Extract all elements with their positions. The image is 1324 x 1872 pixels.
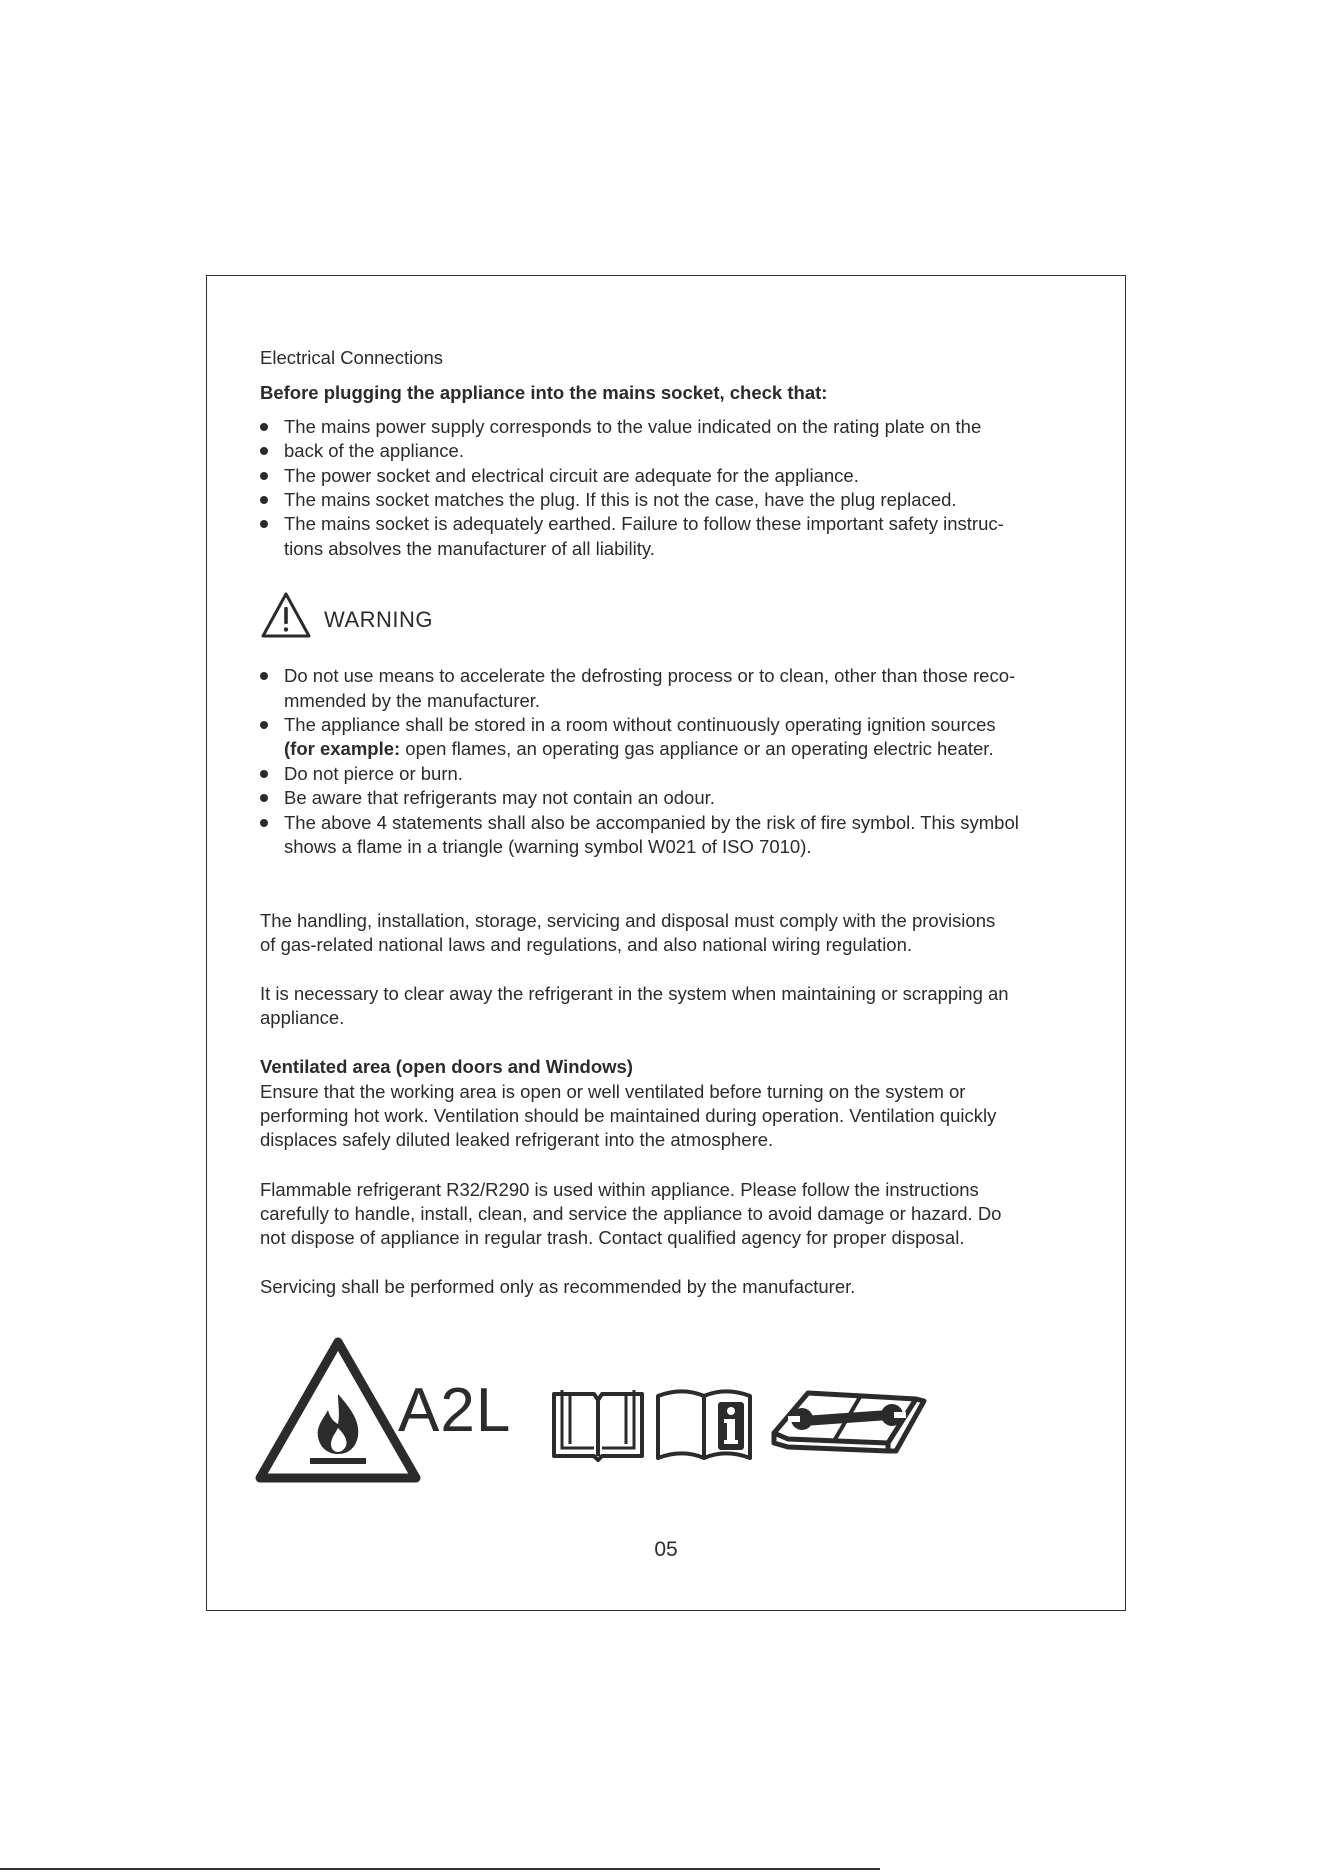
bullet-dot xyxy=(260,496,268,504)
section-title: Electrical Connections xyxy=(260,347,444,368)
flammable-text: Flammable refrigerant R32/R290 is used within appliance. Please follow the instructions xyxy=(260,1179,979,1200)
ventilated-text: displaces safely diluted leaked refrigerant into the atmosphere. xyxy=(260,1129,774,1150)
warning-item: Do not use means to accelerate the defrosting process or to clean, other than those reco- xyxy=(284,665,1016,686)
warning-item: The above 4 statements shall also be accompanied by the risk of fire symbol. This symbol xyxy=(284,812,1019,833)
warning-item: Do not pierce or burn. xyxy=(284,763,463,784)
flammable-text: not dispose of appliance in regular trash. Contact qualified agency for proper disposal. xyxy=(260,1227,965,1248)
open-book-icon xyxy=(550,1386,646,1462)
warning-item: The appliance shall be stored in a room without continuously operating ignition sources xyxy=(284,714,996,735)
ventilated-heading: Ventilated area (open doors and Windows) xyxy=(260,1056,633,1077)
example-text: open flames, an operating gas appliance or an operating electric heater. xyxy=(400,738,994,759)
bullet-dot xyxy=(260,472,268,480)
check-item: The mains power supply corresponds to the value indicated on the rating plate on the xyxy=(284,416,982,437)
flame-triangle-icon xyxy=(254,1336,422,1484)
handling-text: The handling, installation, storage, servicing and disposal must comply with the provisions xyxy=(260,910,996,931)
bullet-dot xyxy=(260,447,268,455)
warning-triangle-icon xyxy=(260,591,312,639)
page-frame xyxy=(206,275,1126,1611)
bullet-dot xyxy=(260,770,268,778)
a2l-label: A2L xyxy=(398,1376,512,1445)
warning-item-continued: shows a flame in a triangle (warning symbol W021 of ISO 7010). xyxy=(284,836,812,857)
clear-refrigerant-text: appliance. xyxy=(260,1007,345,1028)
bullet-dot xyxy=(260,672,268,680)
warning-item: Be aware that refrigerants may not contain an odour. xyxy=(284,787,715,808)
flammable-text: carefully to handle, install, clean, and service the appliance to avoid damage or hazard. Do xyxy=(260,1203,1002,1224)
clear-refrigerant-text: It is necessary to clear away the refrigerant in the system when maintaining or scrapping an xyxy=(260,983,1009,1004)
handling-text: of gas-related national laws and regulations, and also national wiring regulation. xyxy=(260,934,913,955)
bullet-dot xyxy=(260,819,268,827)
warning-item-continued xyxy=(284,737,994,761)
bullet-dot xyxy=(260,423,268,431)
servicing-text: Servicing shall be performed only as recommended by the manufacturer. xyxy=(260,1276,856,1297)
info-book-icon xyxy=(654,1386,758,1462)
bullet-dot xyxy=(260,520,268,528)
bottom-edge-line xyxy=(0,1868,880,1870)
check-item: The power socket and electrical circuit are adequate for the appliance. xyxy=(284,465,859,486)
check-item: The mains socket matches the plug. If this is not the case, have the plug replaced. xyxy=(284,489,957,510)
warning-item-continued: mmended by the manufacturer. xyxy=(284,690,541,711)
bullet-dot xyxy=(260,794,268,802)
ventilated-text: Ensure that the working area is open or well ventilated before turning on the system or xyxy=(260,1081,966,1102)
intro-text: Before plugging the appliance into the mains socket, check that: xyxy=(260,382,828,403)
ventilated-text: performing hot work. Ventilation should be maintained during operation. Ventilation quickly xyxy=(260,1105,997,1126)
warning-title: WARNING xyxy=(324,607,434,632)
page-number: 05 xyxy=(654,1538,678,1561)
wrench-manual-icon xyxy=(768,1381,932,1463)
check-item-continued: tions absolves the manufacturer of all liability. xyxy=(284,538,655,559)
check-item: back of the appliance. xyxy=(284,440,464,461)
example-label: (for example: xyxy=(284,738,401,759)
bullet-dot xyxy=(260,721,268,729)
check-item: The mains socket is adequately earthed. Failure to follow these important safety instruc- xyxy=(284,513,1004,534)
